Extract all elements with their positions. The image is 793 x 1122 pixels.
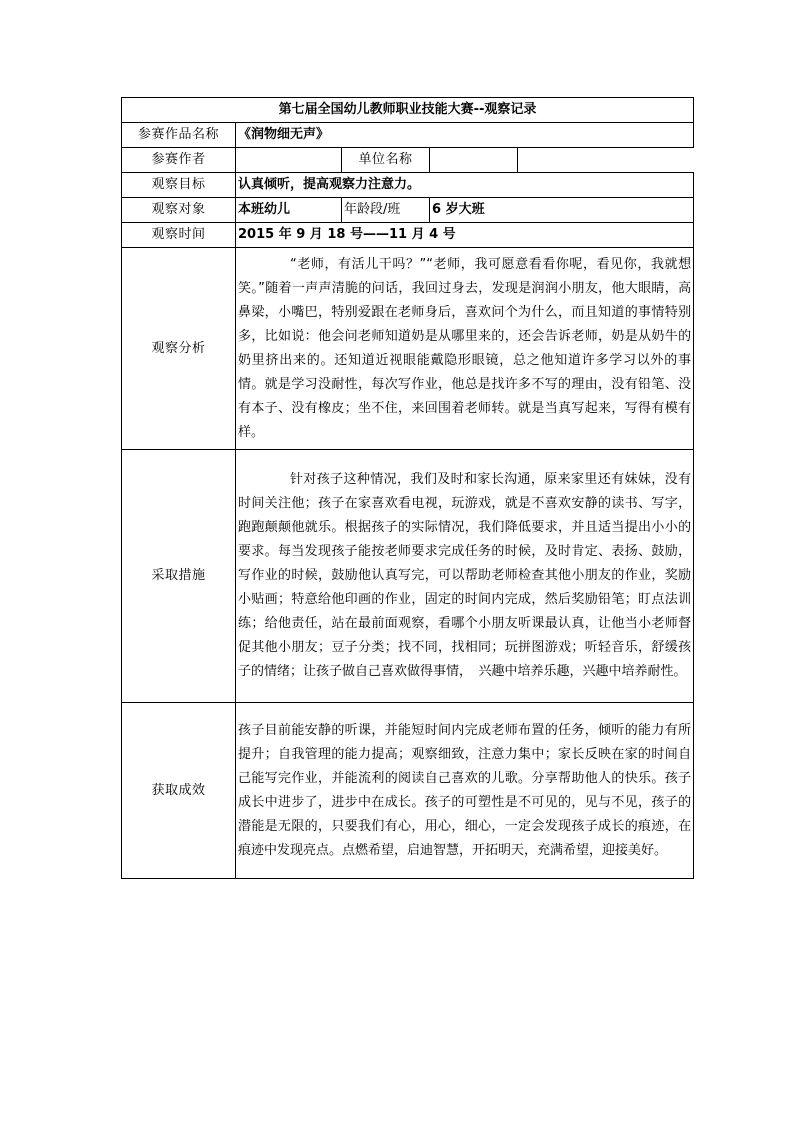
goal-value: 认真倾听，提高观察力注意力。 — [236, 173, 694, 198]
age-label: 年龄段/班 — [342, 198, 430, 223]
unit-label: 单位名称 — [342, 148, 430, 173]
measures-text-cell — [236, 450, 694, 703]
results-text-cell — [236, 703, 694, 879]
goal-label: 观察目标 — [122, 173, 236, 198]
work-name-value: 《润物细无声》 — [236, 123, 694, 148]
analysis-text-cell — [236, 248, 694, 450]
results-text: 孩子目前能安静的听课，并能短时间内完成老师布置的任务，倾听的能力有所提升；自我管理的能力提高；观察细致，注意力集中；家长反映在家的时间自己能写完作业，并能流利的阅读自己喜欢的儿歌。分享帮助他人的快乐。孩子成长中进步了，进步中在成长。孩子的可塑性是不可见的，见与不见，孩子的潜能是无限的，只要我们有心，用心，细心，一定会发现孩子成长的痕迹，在痕迹中发现亮点。点燃希望，启迪智慧，开拓明天，充满希望，迎接美好。 — [238, 722, 692, 858]
measures-text: 针对孩子这种情况，我们及时和家长沟通，原来家里还有妹妹，没有时间关注他；孩子在家喜欢看电视，玩游戏，就是不喜欢安静的读书、写字，跑跑颠颠他就乐。根据孩子的实际情况，我们降低要求，并且适当提出小小的要求。每当发现孩子能按老师要求完成任务的时候，及时肯定、表扬、鼓励，写作业的时候，鼓励他认真写完，可以帮助老师检查其他小朋友的作业，奖励小贴画；特意给他印画的作业，固定的时间内完成，然后奖励铅笔；盯点法训练；给他责任，站在最前面观察，看哪个小朋友听课最认真，让他当小老师督促其他小朋友；豆子分类；找不同，找相同；玩拼图游戏；听轻音乐，舒缓孩子的情绪；让孩子做自己喜欢做得事情， 兴趣中培养乐趣，兴趣中培养耐性。 — [238, 472, 692, 679]
author-value — [236, 148, 342, 173]
subject-value: 本班幼儿 — [236, 198, 342, 223]
unit-value — [518, 148, 694, 173]
form-title: 第七届全国幼儿教师职业技能大赛--观察记录 — [122, 98, 694, 123]
subject-label: 观察对象 — [122, 198, 236, 223]
work-name-label: 参赛作品名称 — [122, 123, 236, 148]
analysis-label: 观察分析 — [122, 248, 236, 450]
observation-record-table — [121, 97, 694, 879]
results-label: 获取成效 — [122, 703, 236, 879]
time-label: 观察时间 — [122, 223, 236, 248]
time-value: 2015 年 9 月 18 号——11 月 4 号 — [236, 223, 694, 248]
author-label: 参赛作者 — [122, 148, 236, 173]
measures-label: 采取措施 — [122, 450, 236, 703]
unit-value-a — [430, 148, 518, 173]
analysis-text: “老师，有活儿干吗？”“老师，我可愿意看看你呢，看见你，我就想笑。”随着一声声清脆的问话，我回过身去，发现是润润小朋友，他大眼睛，高鼻梁，小嘴巴，特别爱跟在老师身后，喜欢问个为什么，而且知道的事情特别多，比如说：他会问老师知道奶是从哪里来的，还会告诉老师，奶是从奶牛的奶里挤出来的。还知道近视眼能戴隐形眼镜，总之他知道许多学习以外的事情。就是学习没耐性，每次写作业，他总是找许多不写的理由，没有铅笔、没有本子、没有橡皮；坐不住，来回围着老师转。就是当真写起来，写得有模有样。 — [238, 256, 692, 440]
age-value: 6 岁大班 — [430, 198, 694, 223]
